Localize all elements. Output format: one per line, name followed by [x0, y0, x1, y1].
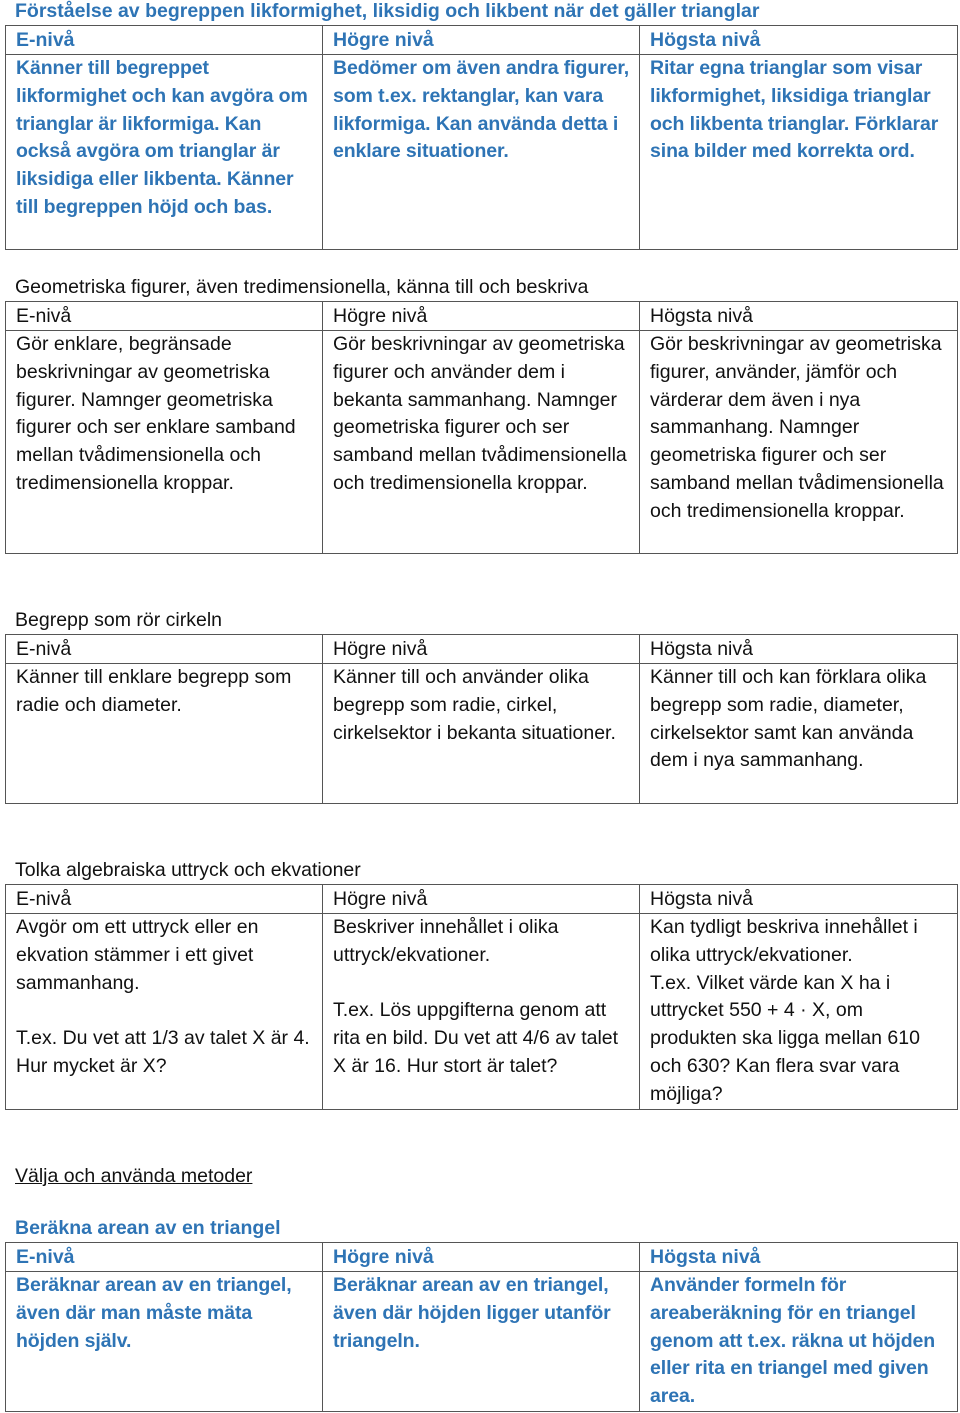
level-hogre: Högre nivå: [323, 885, 640, 914]
level-e: E-nivå: [6, 885, 323, 914]
level-header-row: [6, 635, 958, 664]
criteria-table: [5, 301, 958, 554]
criteria-hogre: Beräknar arean av en triangel, även där höjden ligger utanför triangeln.: [323, 1272, 640, 1412]
criteria-e: Känner till begreppet likformighet och kan avgöra om trianglar är likformiga. Kan också avgöra om trianglar är liksidiga eller likbenta. Känner till begreppen höjd och bas.: [6, 55, 323, 250]
criteria-e: Avgör om ett uttryck eller en ekvation stämmer i ett givet sammanhang. T.ex. Du vet att 1/3 av talet X är 4. Hur mycket är X?: [6, 914, 323, 1110]
methods-heading: Välja och använda metoder: [15, 1165, 253, 1187]
level-header-row: [6, 26, 958, 55]
level-hogsta: Högsta nivå: [640, 1243, 958, 1272]
level-header-row: [6, 885, 958, 914]
criteria-hogsta: Använder formeln för areaberäkning för en triangel genom att t.ex. räkna ut höjden eller rita en triangel med given area.: [640, 1272, 958, 1412]
criteria-e: Känner till enklare begrepp som radie och diameter.: [6, 664, 323, 804]
level-e: E-nivå: [6, 26, 323, 55]
criteria-hogsta: Kan tydligt beskriva innehållet i olika uttryck/ekvationer. T.ex. Vilket värde kan X ha i uttrycket 550 + 4 · X, om produkten ska ligga mellan 610 och 630? Kan flera svar vara möjliga?: [640, 914, 958, 1110]
level-hogsta: Högsta nivå: [640, 635, 958, 664]
section-algebraiska-uttryck: [5, 856, 958, 1110]
criteria-hogsta: Känner till och kan förklara olika begrepp som radie, diameter, cirkelsektor samt kan använda dem i nya sammanhang.: [640, 664, 958, 804]
criteria-row: [6, 664, 958, 804]
criteria-table: [5, 25, 958, 250]
level-hogre: Högre nivå: [323, 1243, 640, 1272]
section-title: Geometriska figurer, även tredimensionella, känna till och beskriva: [15, 276, 589, 298]
level-e: E-nivå: [6, 1243, 323, 1272]
section-geometriska-figurer: [5, 273, 958, 554]
criteria-hogre: Gör beskrivningar av geometriska figurer och använder dem i bekanta sammanhang. Namnger geometriska figurer och ser samband mellan tvådimensionella och tredimensionella kroppar.: [323, 331, 640, 554]
criteria-hogre: Känner till och använder olika begrepp som radie, cirkel, cirkelsektor i bekanta situationer.: [323, 664, 640, 804]
criteria-table: [5, 884, 958, 1110]
section-title: Begrepp som rör cirkeln: [15, 609, 222, 631]
criteria-hogsta: Gör beskrivningar av geometriska figurer, använder, jämför och värderar dem även i nya sammanhang. Namnger geometriska figurer och ser samband mellan tvådimensionella och tredimensionella kroppar.: [640, 331, 958, 554]
criteria-table: [5, 634, 958, 804]
section-title: Förståelse av begreppen likformighet, liksidig och likbent när det gäller trianglar: [15, 0, 760, 22]
section-cirkeln: [5, 606, 958, 804]
criteria-row: [6, 914, 958, 1110]
level-hogsta: Högsta nivå: [640, 26, 958, 55]
criteria-row: [6, 331, 958, 554]
section-title: Tolka algebraiska uttryck och ekvationer: [15, 859, 361, 881]
criteria-hogre: Beskriver innehållet i olika uttryck/ekvationer. T.ex. Lös uppgifterna genom att rita en bild. Du vet att 4/6 av talet X är 16. Hur stort är talet?: [323, 914, 640, 1110]
level-header-row: [6, 1243, 958, 1272]
level-e: E-nivå: [6, 635, 323, 664]
level-e: E-nivå: [6, 302, 323, 331]
criteria-table: [5, 1242, 958, 1412]
section-likformighet: [5, 0, 957, 250]
level-hogsta: Högsta nivå: [640, 885, 958, 914]
section-triangel-area: [5, 1214, 958, 1412]
criteria-e: Beräknar arean av en triangel, även där man måste mäta höjden själv.: [6, 1272, 323, 1412]
criteria-e: Gör enklare, begränsade beskrivningar av geometriska figurer. Namnger geometriska figurer och ser enklare samband mellan tvådimensionella och tredimensionella kroppar.: [6, 331, 323, 554]
page: [5, 0, 957, 1408]
criteria-hogre: Bedömer om även andra figurer, som t.ex. rektanglar, kan vara likformiga. Kan använda detta i enklare situationer.: [323, 55, 640, 250]
level-hogre: Högre nivå: [323, 302, 640, 331]
level-hogsta: Högsta nivå: [640, 302, 958, 331]
section-title: Beräkna arean av en triangel: [15, 1217, 281, 1239]
criteria-hogsta: Ritar egna trianglar som visar likformighet, liksidiga trianglar och likbenta trianglar. Förklarar sina bilder med korrekta ord.: [640, 55, 958, 250]
level-header-row: [6, 302, 958, 331]
criteria-row: [6, 1272, 958, 1412]
level-hogre: Högre nivå: [323, 26, 640, 55]
methods-heading-block: [5, 1162, 252, 1190]
criteria-row: [6, 55, 958, 250]
level-hogre: Högre nivå: [323, 635, 640, 664]
